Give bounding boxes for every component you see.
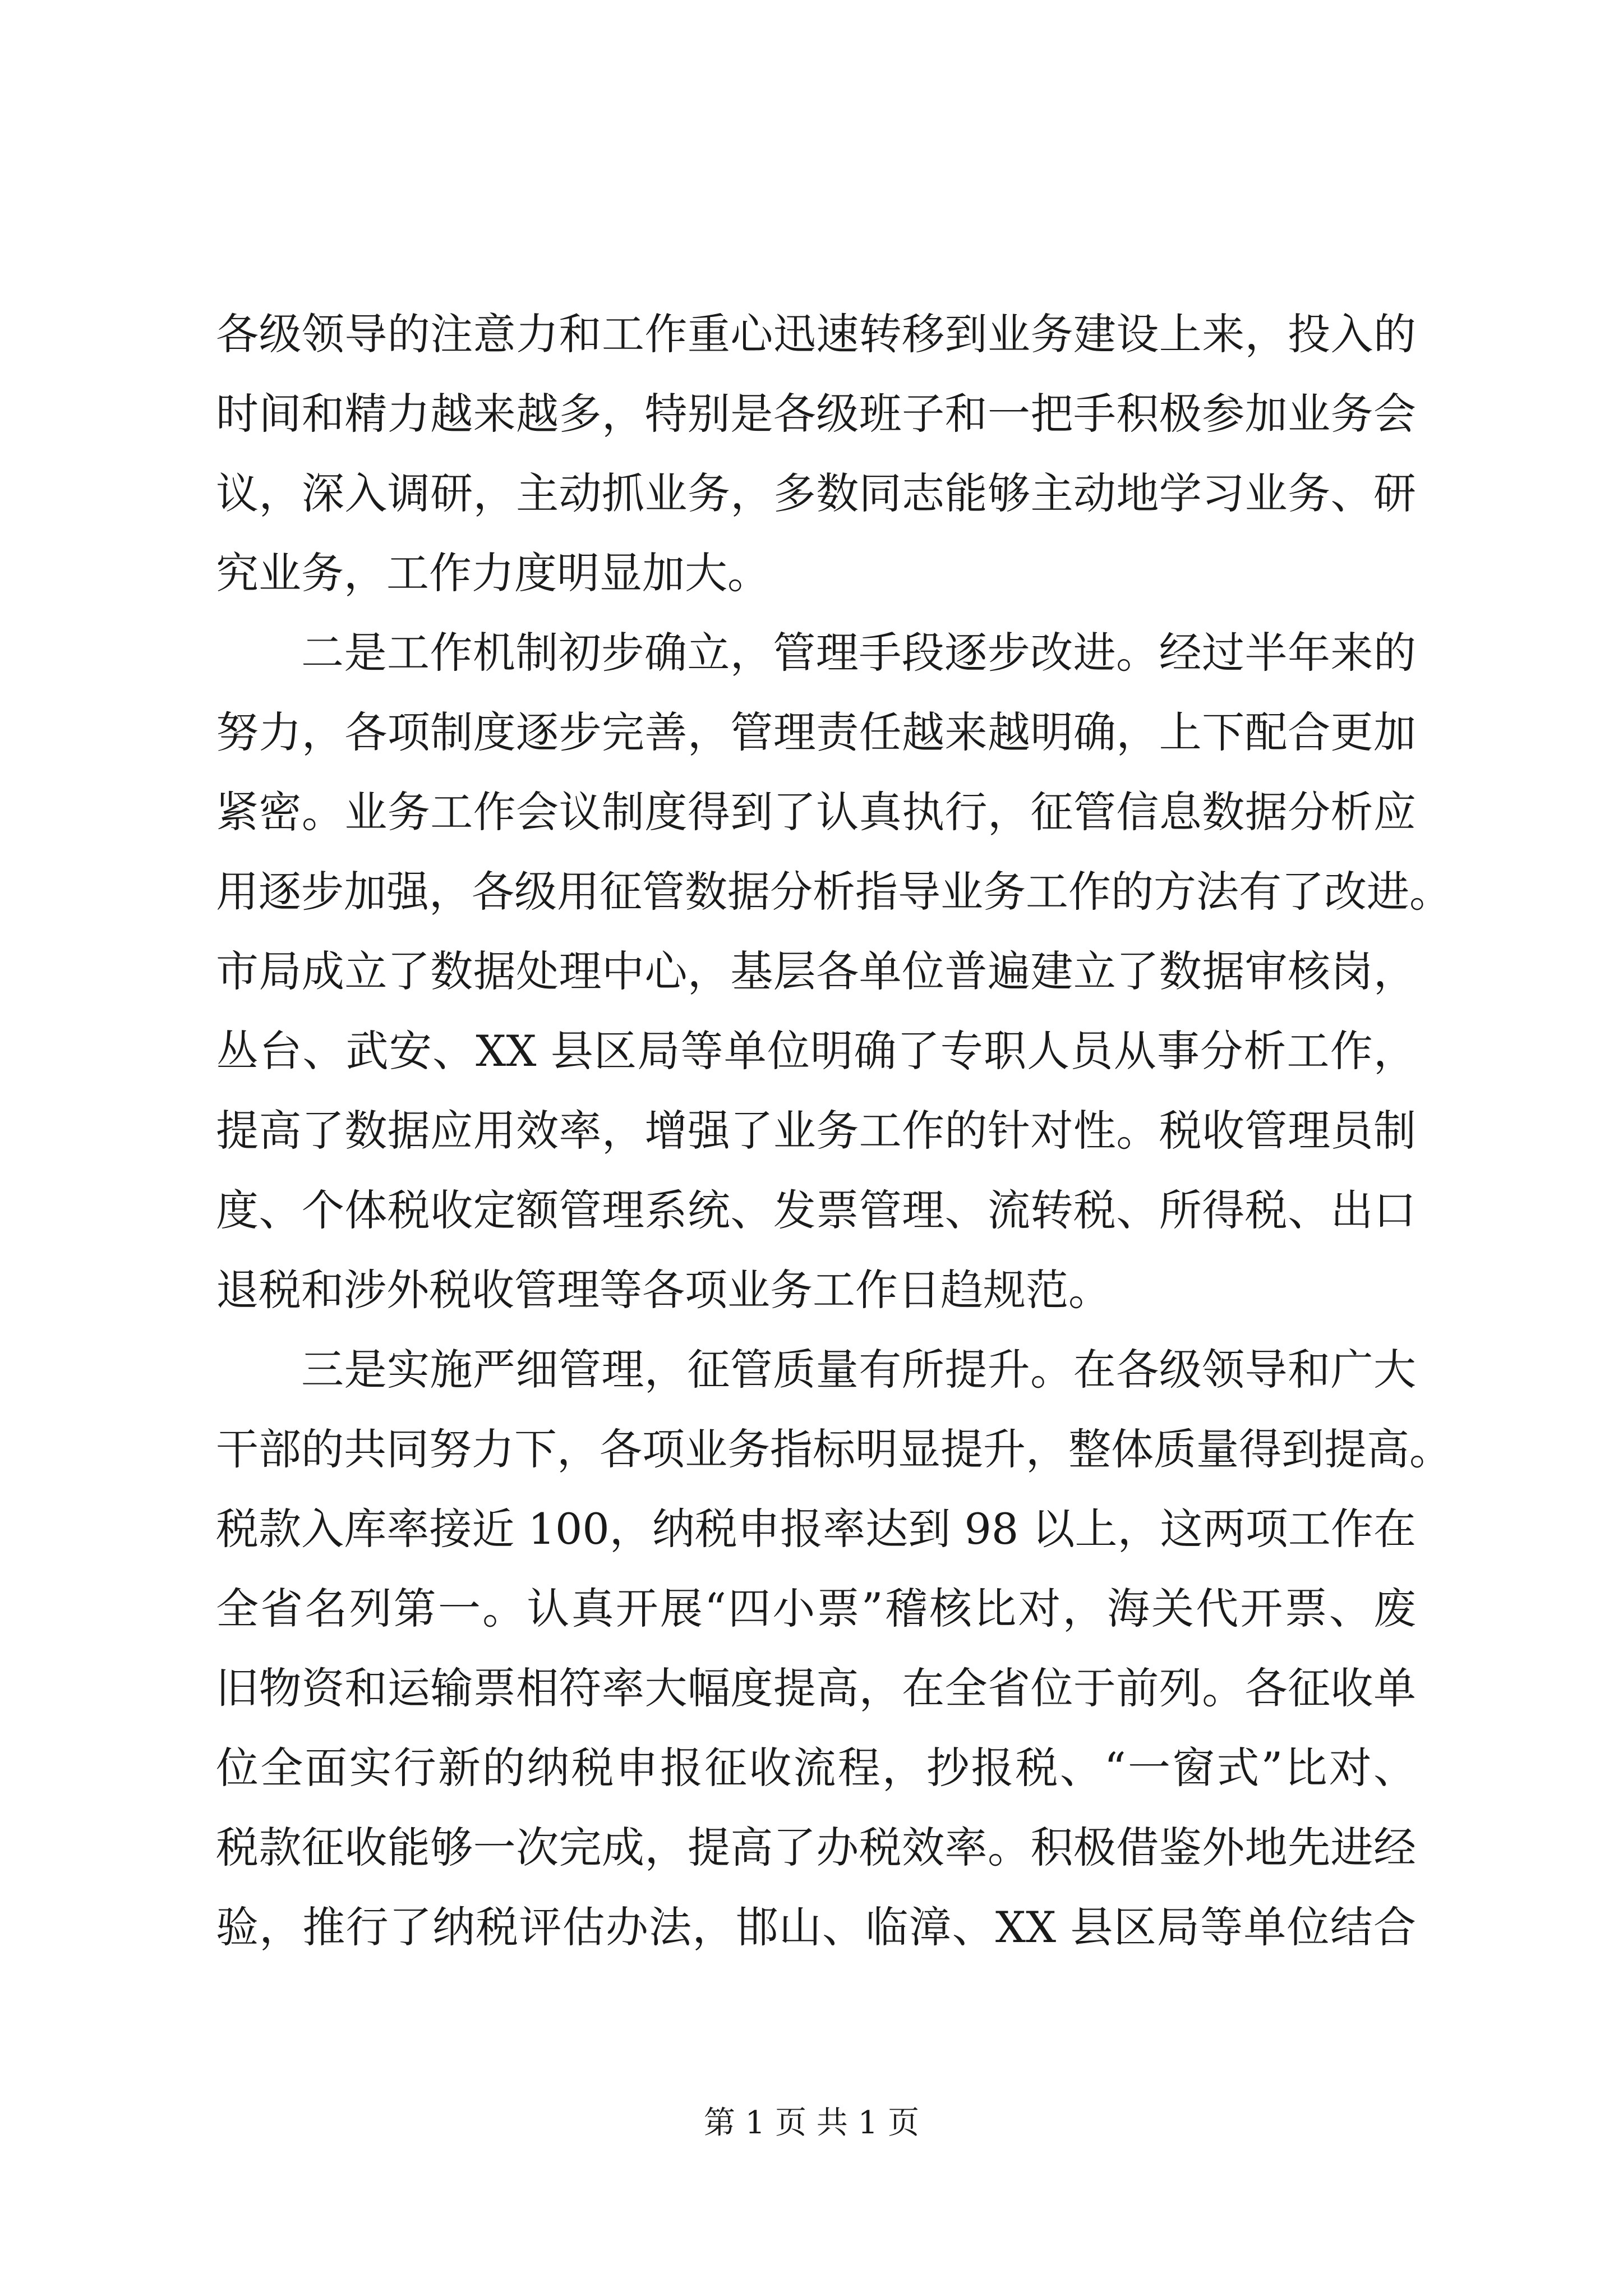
text-line: 干部的共同努力下，各项业务指标明显提升，整体质量得到提高。 (216, 1424, 1452, 1474)
page-number-footer: 第 1 页 共 1 页 (703, 2105, 920, 2141)
text-line: 时间和精力越来越多，特别是各级班子和一把手积极参加业务会 (216, 389, 1416, 439)
text-line: 用逐步加强，各级用征管数据分析指导业务工作的方法有了改进。 (216, 867, 1452, 917)
text-line: 丛台、武安、XX 县区局等单位明确了专职人员从事分析工作， (216, 1026, 1416, 1076)
text-line: 度、个体税收定额管理系统、发票管理、流转税、所得税、出口 (216, 1185, 1416, 1235)
document-body (216, 295, 1452, 1967)
text-line: 究业务，工作力度明显加大。 (216, 548, 770, 598)
text-line: 退税和涉外税收管理等各项业务工作日趋规范。 (216, 1265, 1111, 1315)
text-line: 议，深入调研，主动抓业务，多数同志能够主动地学习业务、研 (216, 468, 1416, 518)
text-line: 各级领导的注意力和工作重心迅速转移到业务建设上来，投入的 (216, 309, 1416, 359)
text-line: 全省名列第一。认真开展“四小票”稽核比对，海关代开票、废 (216, 1584, 1416, 1634)
text-line: 旧物资和运输票相符率大幅度提高，在全省位于前列。各征收单 (216, 1663, 1416, 1713)
text-line: 验，推行了纳税评估办法，邯山、临漳、XX 县区局等单位结合 (216, 1902, 1416, 1952)
text-line: 紧密。业务工作会议制度得到了认真执行，征管信息数据分析应 (216, 787, 1416, 837)
text-line: 提高了数据应用效率，增强了业务工作的针对性。税收管理员制 (216, 1106, 1416, 1156)
text-line: 税款征收能够一次完成，提高了办税效率。积极借鉴外地先进经 (216, 1823, 1416, 1872)
text-line: 位全面实行新的纳税申报征收流程，抄报税、“一窗式”比对、 (216, 1743, 1416, 1793)
paragraph-first-line: 二是工作机制初步确立，管理手段逐步改进。经过半年来的 (301, 628, 1416, 678)
text-line: 努力，各项制度逐步完善，管理责任越来越明确，上下配合更加 (216, 707, 1416, 757)
text-line: 税款入库率接近 100，纳税申报率达到 98 以上，这两项工作在 (216, 1504, 1416, 1554)
paragraph-first-line: 三是实施严细管理，征管质量有所提升。在各级领导和广大 (301, 1345, 1416, 1395)
text-line: 市局成立了数据处理中心，基层各单位普遍建立了数据审核岗， (216, 946, 1416, 996)
